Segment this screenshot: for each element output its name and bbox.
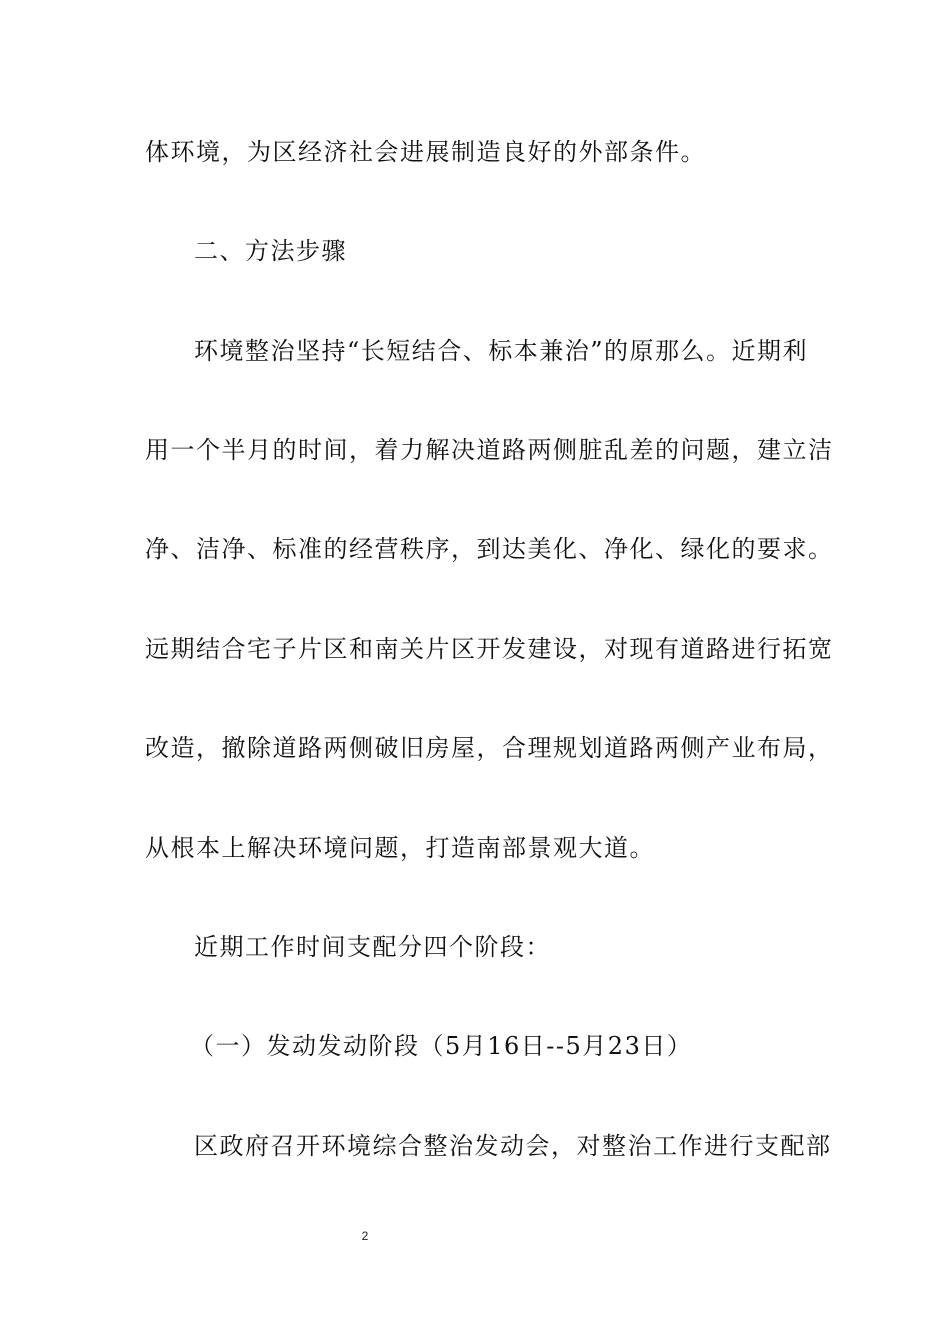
paragraph-line-9: 区政府召开环境综合整治发动会，对整治工作进行支配部 — [194, 1132, 832, 1160]
page-number: 2 — [361, 1229, 369, 1243]
section-heading-methods: 二、方法步骤 — [194, 237, 347, 265]
paragraph-line-7: 从根本上解决环境问题，打造南部景观大道。 — [145, 834, 655, 862]
paragraph-line-6: 改造，撤除道路两侧破旧房屋，合理规划道路两侧产业布局， — [145, 734, 834, 762]
paragraph-line-1: 体环境，为区经济社会进展制造良好的外部条件。 — [145, 138, 706, 166]
paragraph-line-3: 用一个半月的时间，着力解决道路两侧脏乱差的问题，建立洁 — [145, 436, 834, 464]
paragraph-line-2: 环境整治坚持“长短结合、标本兼治”的原那么。近期利 — [194, 337, 809, 365]
paragraph-line-4: 净、洁净、标准的经营秩序，到达美化、净化、绿化的要求。 — [145, 535, 834, 563]
paragraph-line-8: 近期工作时间支配分四个阶段： — [194, 933, 551, 961]
subsection-heading-phase-1: （一）发动发动阶段（5月16日--5月23日） — [190, 1032, 693, 1060]
paragraph-line-5: 远期结合宅子片区和南关片区开发建设，对现有道路进行拓宽 — [145, 635, 834, 663]
